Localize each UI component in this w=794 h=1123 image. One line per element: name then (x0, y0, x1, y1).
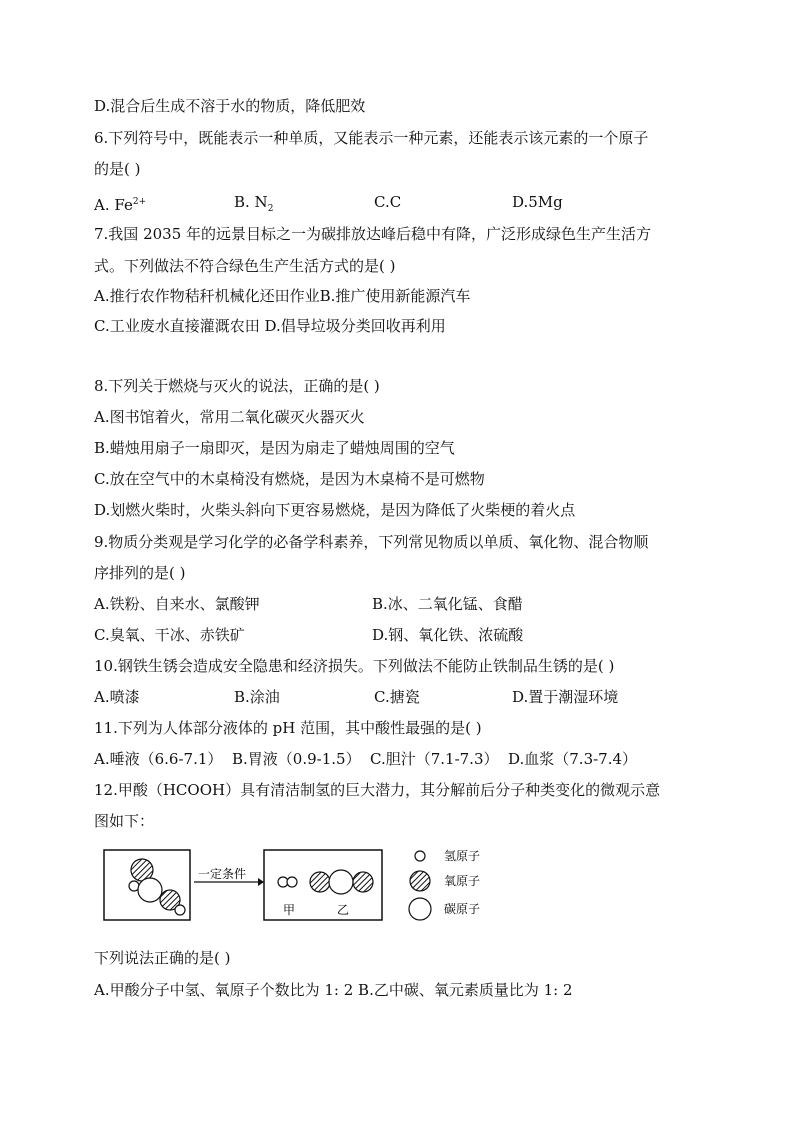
legend-oxygen-symbol (410, 871, 430, 891)
q9-option-d: D.钢、氧化铁、浓硫酸 (372, 626, 524, 644)
q8-option-d: D.划燃火柴时，火柴头斜向下更容易燃烧，是因为降低了火柴梗的着火点 (94, 501, 576, 519)
q6-stem-line1: 6.下列符号中，既能表示一种单质，又能表示一种元素，还能表示该元素的一个原子 (94, 129, 649, 147)
q9-stem-line1: 9.物质分类观是学习化学的必备学科素养，下列常见物质以单质、氧化物、混合物顺 (94, 533, 649, 551)
product-yi-oxygen-atom-1 (310, 872, 330, 892)
q6-option-c: C.C (374, 193, 402, 211)
legend-carbon-symbol (409, 898, 431, 920)
q5-option-d: D.混合后生成不溶于水的物质，降低肥效 (94, 97, 366, 115)
q12-stem-line2: 图如下： (94, 812, 155, 830)
q11-option-c: C.胆汁（7.1-7.3） (370, 750, 499, 768)
q11-option-a: A.唾液（6.6-7.1） (94, 750, 223, 768)
product-yi-carbon-atom (329, 870, 353, 894)
legend-hydrogen-symbol (415, 851, 425, 861)
q12-options-ab: A.甲酸分子中氢、氧原子个数比为 1: 2 B.乙中碳、氧元素质量比为 1: 2 (94, 981, 573, 999)
product-jia-hydrogen-atom-2 (287, 877, 297, 887)
q10-option-c: C.搪瓷 (374, 688, 420, 706)
q12-prompt: 下列说法正确的是( ) (94, 949, 231, 967)
legend-oxygen-label: 氧原子 (444, 874, 481, 888)
q8-option-c: C.放在空气中的木桌椅没有燃烧，是因为木桌椅不是可燃物 (94, 470, 485, 488)
legend-carbon-label: 碳原子 (444, 902, 481, 916)
q8-option-a: A.图书馆着火，常用二氧化碳灭火器灭火 (94, 408, 365, 426)
q6-option-b: B. $N_2$ (234, 193, 274, 214)
q7-stem-line1: 7.我国 2035 年的远景目标之一为碳排放达峰后稳中有降，广泛形成绿色生产生活方 (94, 225, 652, 243)
q9-option-c: C.臭氧、干冰、赤铁矿 (94, 626, 245, 644)
formic-acid-decomposition-diagram (100, 838, 520, 928)
q12-stem-line1: 12.甲酸（HCOOH）具有清洁制氢的巨大潜力，其分解前后分子种类变化的微观示意 (94, 781, 661, 799)
reactant-hydrogen-atom-2 (175, 905, 185, 915)
q6-option-a: A. $Fe^{2+}$ (94, 196, 147, 214)
product-jia-label: 甲 (283, 903, 296, 917)
reaction-arrow-head (258, 878, 264, 886)
reactant-carbon-atom (138, 878, 162, 902)
q8-option-b: B.蜡烛用扇子一扇即灭，是因为扇走了蜡烛周围的空气 (94, 439, 455, 457)
q6-stem-line2: 的是( ) (94, 160, 141, 178)
q10-option-a: A.喷漆 (94, 688, 140, 706)
q9-option-a: A.铁粉、自来水、氯酸钾 (94, 595, 260, 613)
q10-option-b: B.涂油 (234, 688, 280, 706)
legend-hydrogen-label: 氢原子 (444, 849, 481, 863)
reaction-condition-label: 一定条件 (198, 867, 247, 881)
q7-options-cd: C.工业废水直接灌溉农田 D.倡导垃圾分类回收再利用 (94, 317, 446, 335)
q6-option-d: D.5Mg (512, 193, 563, 211)
product-yi-label: 乙 (337, 903, 350, 917)
product-yi-oxygen-atom-2 (353, 872, 373, 892)
q10-stem: 10.钢铁生锈会造成安全隐患和经济损失。下列做法不能防止铁制品生锈的是( ) (94, 657, 615, 675)
q8-stem: 8.下列关于燃烧与灭火的说法，正确的是( ) (94, 377, 380, 395)
q10-option-d: D.置于潮湿环境 (512, 688, 619, 706)
q11-option-b: B.胃液（0.9-1.5） (232, 750, 361, 768)
q9-stem-line2: 序排列的是( ) (94, 564, 186, 582)
q7-stem-line2: 式。下列做法不符合绿色生产生活方式的是( ) (94, 257, 396, 275)
q11-stem: 11.下列为人体部分液体的 pH 范围，其中酸性最强的是( ) (94, 719, 482, 737)
q7-options-ab: A.推行农作物秸秆机械化还田作业B.推广使用新能源汽车 (94, 287, 471, 305)
q11-option-d: D.血浆（7.3-7.4） (508, 750, 638, 768)
q9-option-b: B.冰、二氧化锰、食醋 (372, 595, 523, 613)
